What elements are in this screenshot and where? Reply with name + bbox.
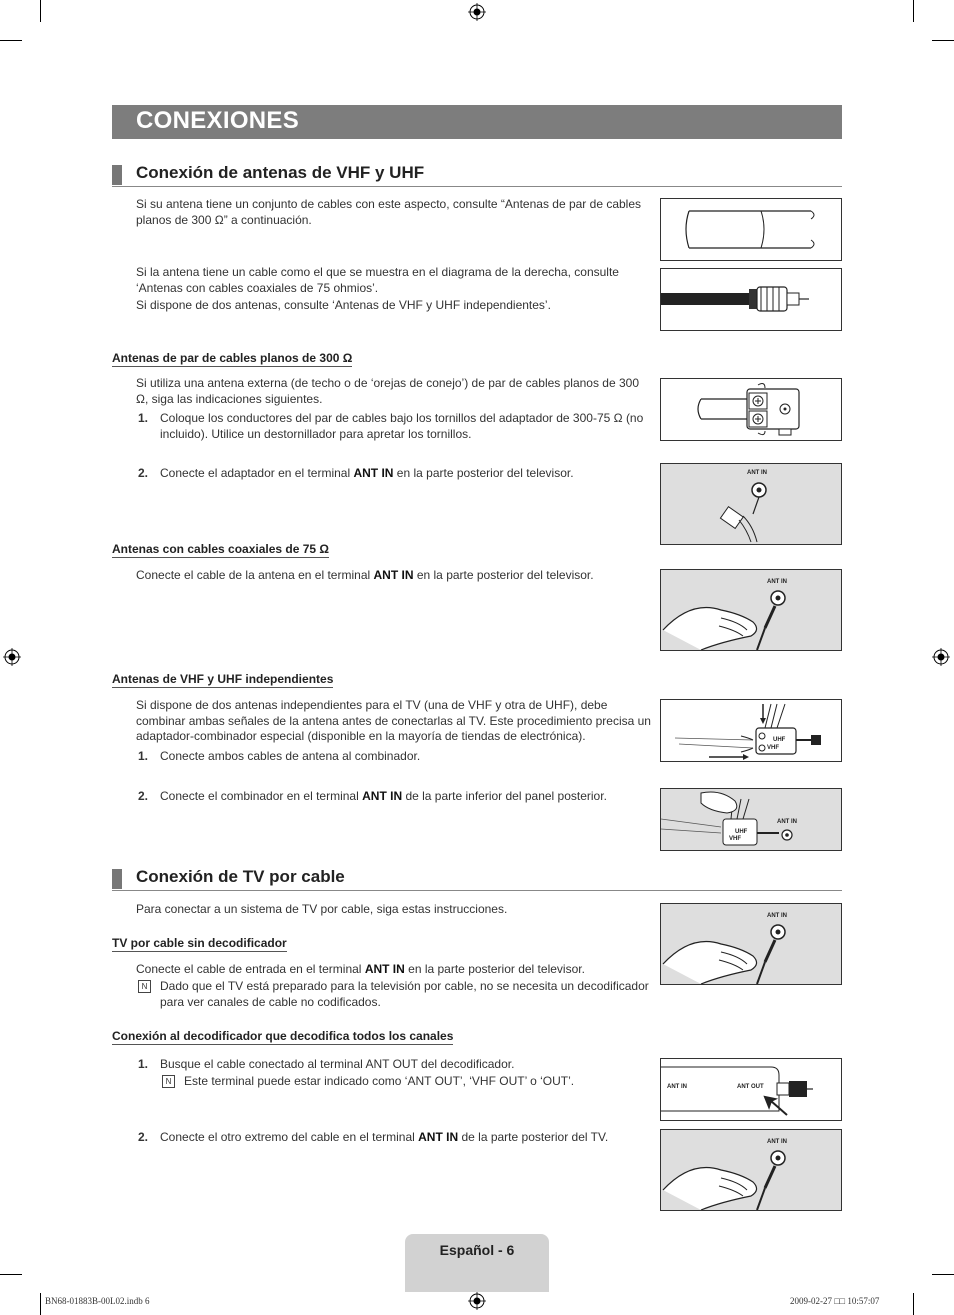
registration-mark-icon [468, 1292, 486, 1310]
no-decoder-text: Conecte el cable de entrada en el terminal ANT IN en la parte posterior del televisor. [136, 962, 585, 976]
print-date-info: 2009-02-27 □□ 10:57:07 [790, 1296, 880, 1306]
figure-hand-coax-decoder [660, 1129, 842, 1211]
step-text: Conecte el combinador en el terminal ANT IN de la parte inferior del panel posterior. [160, 789, 607, 803]
intro-paragraph: Si la antena tiene un cable como el que se muestra en el diagrama de la derecha, consulte ‘Antenas con cables coaxiales de 75 ohmios’. [136, 265, 619, 295]
ant-in-label: ANT IN [767, 913, 787, 919]
section-marker [112, 869, 122, 889]
note-icon: N [138, 980, 151, 993]
decoder-note [160, 1074, 650, 1090]
crop-mark [913, 1293, 914, 1315]
uhf-label: UHF [773, 737, 786, 743]
registration-mark-icon [468, 3, 486, 21]
ant-in-label: ANT IN [767, 579, 787, 585]
figure-decoder-box [660, 1058, 842, 1121]
step-number: 1. [138, 411, 149, 425]
intro-paragraph: Si dispone de dos antenas, consulte ‘Antenas de VHF y UHF independientes’. [136, 298, 551, 312]
note-text: Dado que el TV está preparado para la televisión por cable, no se necesita un decodificador para ver canales de cable no codificados. [160, 979, 649, 1009]
section-heading-text: Conexión de TV por cable [136, 867, 345, 886]
page-title-bar [112, 105, 842, 139]
crop-mark [40, 0, 41, 22]
subheading-coax-75: Antenas con cables coaxiales de 75 Ω [112, 542, 330, 556]
crop-mark [932, 1274, 954, 1275]
figure-300-75-adapter [660, 378, 842, 441]
figure-hand-coax-ant-in [660, 569, 842, 651]
ant-in-label: ANT IN [767, 1139, 787, 1145]
ant-in-label: ANT IN [667, 1084, 687, 1090]
step-number: 2. [138, 466, 149, 480]
uhf-label: UHF [735, 829, 748, 835]
registration-mark-icon [3, 648, 21, 666]
note-icon: N [162, 1075, 175, 1088]
step-text: Busque el cable conectado al terminal ANT OUT del decodificador. [160, 1057, 515, 1071]
print-file-info: BN68-01883B-00L02.indb 6 [45, 1296, 150, 1306]
figure-flat-twin-lead [660, 198, 842, 261]
crop-mark [932, 40, 954, 41]
decoder-step-1 [136, 1057, 651, 1073]
page-number-tab [405, 1234, 549, 1292]
step-number: 1. [138, 749, 149, 763]
figure-combiner [660, 699, 842, 762]
flat-300-step-2 [136, 466, 651, 482]
subheading-separate-antennas: Antenas de VHF y UHF independientes [112, 672, 334, 686]
step-number: 2. [138, 789, 149, 803]
ant-out-label: ANT OUT [737, 1084, 764, 1090]
figure-adapter-ant-in [660, 463, 842, 545]
separate-antennas-intro: Si dispone de dos antenas independientes para el TV (una de VHF y otra de UHF), debe combinar ambas señales de la antena antes de conectarlas al TV. Este procedimiento precisa un adaptador-combinador especial (disponible en la mayoría de tiendas de electrónica). [136, 698, 651, 743]
coax-75-text: Conecte el cable de la antena en el terminal ANT IN en la parte posterior del televisor. [136, 568, 594, 582]
intro-paragraph: Si su antena tiene un conjunto de cables con este aspecto, consulte “Antenas de par de cables planos de 300 Ω” a continuación. [136, 197, 642, 227]
subheading-flat-300: Antenas de par de cables planos de 300 Ω [112, 351, 353, 365]
figure-hand-coax-cable [660, 903, 842, 985]
section-marker [112, 165, 122, 185]
separate-step-1 [136, 749, 651, 765]
figure-coax-cable [660, 268, 842, 331]
crop-mark [0, 1274, 22, 1275]
section-heading-cable-tv [112, 866, 842, 891]
subheading-no-decoder: TV por cable sin decodificador [112, 936, 287, 950]
page-number: Español - 6 [439, 1242, 515, 1258]
registration-mark-icon [932, 648, 950, 666]
crop-mark [0, 40, 22, 41]
figure-combiner-ant-in [660, 788, 842, 851]
step-text: Conecte ambos cables de antena al combinador. [160, 749, 421, 763]
ant-in-label: ANT IN [777, 819, 797, 825]
step-number: 2. [138, 1130, 149, 1144]
subheading-decoder: Conexión al decodificador que decodifica todos los canales [112, 1029, 454, 1043]
section-heading-antennas [112, 162, 842, 187]
crop-mark [913, 0, 914, 22]
step-text: Coloque los conductores del par de cables bajo los tornillos del adaptador de 300-75 Ω (no incluido). Utilice un destornillador para apretar los tornillos. [160, 411, 644, 441]
page-title: CONEXIONES [136, 107, 300, 134]
step-number: 1. [138, 1057, 149, 1071]
step-text: Conecte el otro extremo del cable en el terminal ANT IN de la parte posterior del TV. [160, 1130, 609, 1144]
vhf-label: VHF [729, 836, 741, 842]
crop-mark [40, 1293, 41, 1315]
flat-300-step-1 [136, 411, 651, 442]
section-heading-text: Conexión de antenas de VHF y UHF [136, 163, 425, 182]
note-text: Este terminal puede estar indicado como ‘ANT OUT’, ‘VHF OUT’ o ‘OUT’. [184, 1074, 575, 1088]
flat-300-intro: Si utiliza una antena externa (de techo o de ‘orejas de conejo’) de par de cables planos de 300 Ω, siga las indicaciones siguientes. [136, 376, 640, 406]
cable-tv-intro: Para conectar a un sistema de TV por cable, siga estas instrucciones. [136, 902, 508, 916]
step-text: Conecte el adaptador en el terminal ANT IN en la parte posterior del televisor. [160, 466, 574, 480]
no-decoder-note [136, 979, 651, 1010]
separate-step-2 [136, 789, 651, 805]
ant-in-label: ANT IN [747, 470, 767, 476]
vhf-label: VHF [767, 745, 779, 751]
decoder-step-2 [136, 1130, 651, 1146]
